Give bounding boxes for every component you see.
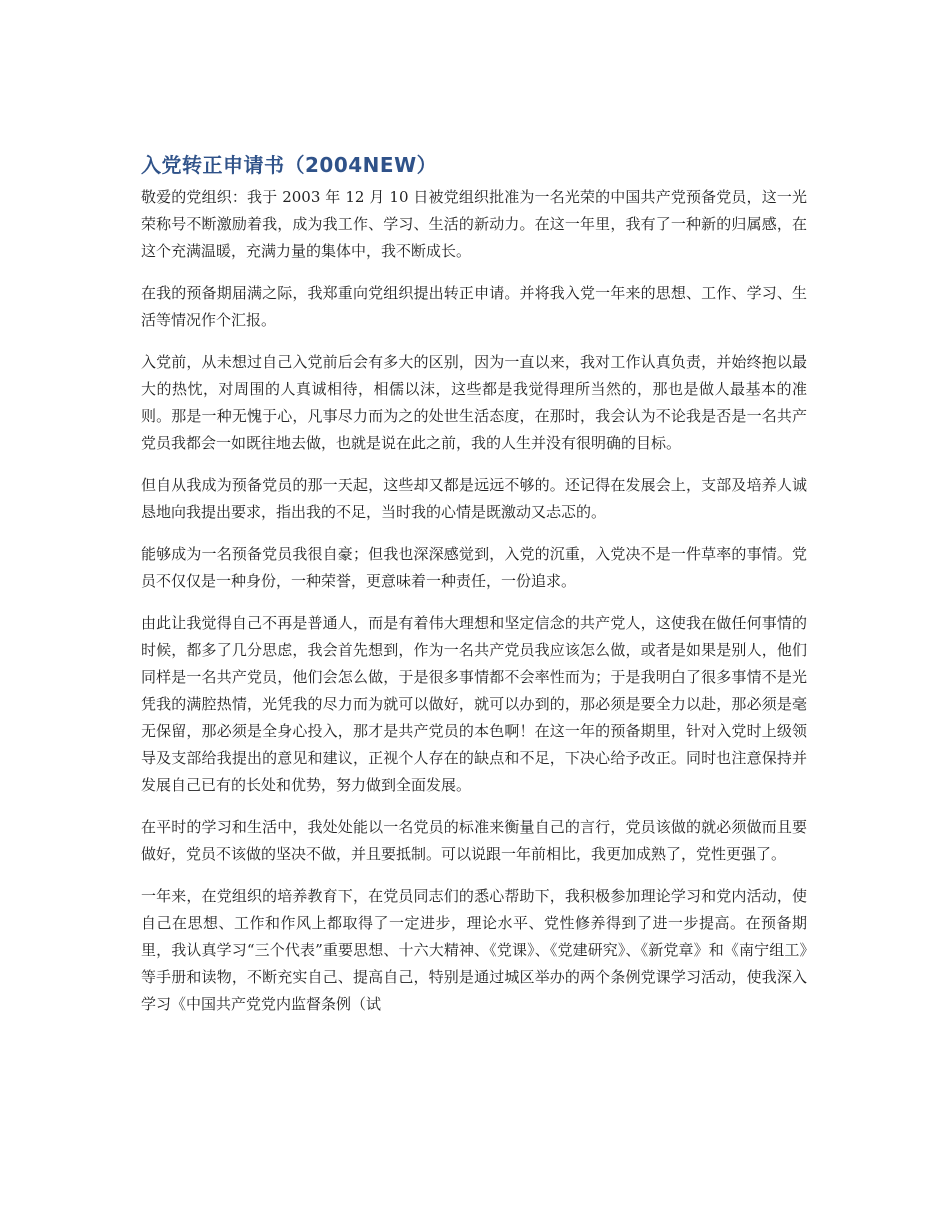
- paragraph-4: 但自从我成为预备党员的那一天起，这些却又都是远远不够的。还记得在发展会上，支部及培养人诚恳地向我提出要求，指出我的不足，当时我的心情是既激动又忐忑的。: [141, 476, 807, 521]
- paragraph-1: 敬爱的党组织：我于 2003 年 12 月 10 日被党组织批准为一名光荣的中国共产党预备党员，这一光荣称号不断激励着我，成为我工作、学习、生活的新动力。在这一年里，我有了一种新的归属感，在这个充满温暖，充满力量的集体中，我不断成长。: [141, 188, 807, 260]
- document-title: 入党转正申请书（2004NEW）: [141, 153, 438, 177]
- paragraph-2: 在我的预备期届满之际，我郑重向党组织提出转正申请。并将我入党一年来的思想、工作、学习、生活等情况作个汇报。: [141, 284, 807, 329]
- document-page: [141, 150, 807, 1033]
- paragraph-5: 能够成为一名预备党员我很自豪；但我也深深感觉到，入党的沉重，入党决不是一件草率的事情。党员不仅仅是一种身份，一种荣誉，更意味着一种责任，一份追求。: [141, 545, 807, 590]
- paragraph-3: 入党前，从未想过自己入党前后会有多大的区别，因为一直以来，我对工作认真负责，并始终抱以最大的热忱，对周围的人真诚相待，相儒以沫，这些都是我觉得理所当然的，那也是做人最基本的准则。那是一种无愧于心，凡事尽力而为之的处世生活态度，在那时，我会认为不论我是否是一名共产党员我都会一如既往地去做，也就是说在此之前，我的人生并没有很明确的目标。: [141, 353, 807, 452]
- paragraph-6: 由此让我觉得自己不再是普通人，而是有着伟大理想和坚定信念的共产党人，这使我在做任何事情的时候，都多了几分思虑，我会首先想到，作为一名共产党员我应该怎么做，或者是如果是别人，他们同样是一名共产党员，他们会怎么做，于是很多事情都不会率性而为；于是我明白了很多事情不是光凭我的满腔热情，光凭我的尽力而为就可以做好，就可以办到的，那必须是要全力以赴，那必须是毫无保留，那必须是全身心投入，那才是共产党员的本色啊！在这一年的预备期里，针对入党时上级领导及支部给我提出的意见和建议，正视个人存在的缺点和不足，下决心给予改正。同时也注意保持并发展自己已有的长处和优势，努力做到全面发展。: [141, 614, 807, 794]
- paragraph-8: 一年来，在党组织的培养教育下，在党员同志们的悉心帮助下，我积极参加理论学习和党内活动，使自己在思想、工作和作风上都取得了一定进步，理论水平、党性修养得到了进一步提高。在预备期里，我认真学习“三个代表”重要思想、十六大精神、《党课》、《党建研究》、《新党章》和《南宁组工》等手册和读物，不断充实自己、提高自己，特别是通过城区举办的两个条例党课学习活动，使我深入学习《中国共产党党内监督条例（试: [141, 887, 807, 1013]
- paragraph-7: 在平时的学习和生活中，我处处能以一名党员的标准来衡量自己的言行，党员该做的就必须做而且要做好，党员不该做的坚决不做，并且要抵制。可以说跟一年前相比，我更加成熟了，党性更强了。: [141, 818, 807, 863]
